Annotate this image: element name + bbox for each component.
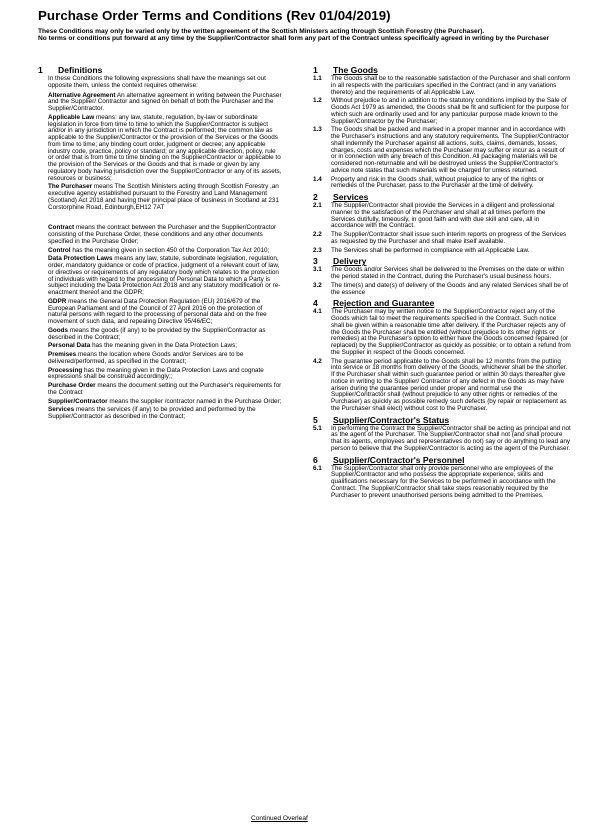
section-number: 2	[313, 192, 318, 202]
page-title: Purchase Order Terms and Conditions (Rev 01/04/2019)	[38, 8, 391, 23]
section-number: 4	[313, 298, 318, 309]
definition-text: means the location where Goods and/or Services are to be delivered/performed, as specified in the Contract;	[48, 351, 244, 365]
clause-text: The Services shall be performed in compliance with all Applicable Law.	[331, 246, 530, 254]
clause-number: 1.2	[313, 97, 322, 105]
definition-text: has the meaning given in the Data Protection Laws and cognate expressions shall be construed accordingly;;	[48, 366, 264, 381]
definition-item	[48, 184, 283, 211]
definition-text: means The Scottish Ministers acting through Scottish Forestry ,an executive agency established pursuant to the Forestry and Land Management (Scotland) Act 2018 and having their principal place of business in Scotland at 231 Corstorphine Road, Edinburgh,EH12 7AT	[48, 183, 279, 211]
section-title: The Goods	[333, 65, 378, 75]
section-heading	[313, 415, 575, 425]
clause-text: The guarantee period applicable to the Goods shall be 12 months from the putting into service or 18 months from delivery of the Goods, whichever shall be the shorter. If the Purchaser shall within such guarantee period or within 30 days thereafter give notice in writing to the Supplier/ Contractor of any defect in the Goods as may have arisen during the guarantee period under proper and normal use the Supplier/Contractor shall (without prejudice to any other rights or remedies of the Purchaser) as quickly as possible remedy such defects (by repair or replacement as the Purchaser shall elect) without cost to the Purchaser.	[331, 357, 568, 412]
intro-line: These Conditions may only be varied only by the written agreement of the Scottish Ministers acting through Scottish Forestry (the Purchaser).	[38, 28, 485, 35]
section-number: 1	[38, 65, 43, 75]
clause-number: 3.2	[313, 281, 322, 289]
clause-text: In performing the Contract the Supplier/Contractor shall be acting as principal and not as the agent of the Purchaser. The Supplier/Contractor shall not (and shall procure that its agents, employees and representatives do not) say or do anything to lead any person to believe that the Supplier/Contractor is acting as the agent of the Purchaser.	[331, 424, 571, 452]
definition-item	[48, 352, 283, 366]
right-column	[313, 65, 575, 501]
definition-term: Purchase Order	[48, 382, 96, 389]
definition-term: Goods	[48, 326, 69, 334]
section-number: 3	[313, 256, 318, 267]
section-number: 1	[313, 65, 318, 75]
clause	[313, 98, 575, 125]
definition-item	[48, 328, 283, 342]
intro-line: No terms or conditions put forward at any time by the Supplier/Contractor shall form any part of the Contract unless specifically agreed in writing by the Purchaser	[38, 35, 550, 43]
clause-text: The Supplier/Contractor shall only provide personnel who are employees of the Supplier/Contractor and who possess the appropriate experience, skills and qualifications necessary for the Services to be performed in accordance with the Contract. The Supplier/Contractor shall take steps reasonably required by the Purchaser to prevent unauthorised persons being admitted to the Premises.	[331, 464, 556, 499]
clause-number: 1.4	[313, 175, 322, 183]
definition-term: Data Protection Laws	[48, 255, 113, 263]
definition-item	[48, 368, 283, 382]
continued-overleaf: Continued Overleaf	[251, 815, 308, 822]
section-title: Supplier/Contractor's Personnel	[333, 454, 465, 465]
definition-term: Services	[48, 406, 75, 414]
clause-text: The Supplier/Contractor shall issue such interim reports on progress of the Services as requested by the Purchaser and shall make itself available.	[331, 231, 567, 245]
definition-term: Control	[48, 246, 71, 254]
clause-number: 2.2	[313, 231, 322, 238]
definition-text: means the General Data Protection Regulation (EU) 2016/679 of the European Parliament and of the Council of 27 April 2016 on the protection of natural persons with regard to the processing of personal data and on the free movement of such data, and repealing Directive 95/46/EC;	[48, 297, 267, 325]
definition-text: has the meaning given in the Data Protection Laws;	[92, 342, 238, 350]
definitions-list	[48, 76, 283, 421]
clause-text: The Goods shall be packed and marked in a proper manner and in accordance with the Purchaser's instructions and any statutory requirements. The Supplier/Contractor shall indemnify the Purchaser against all actions, suits, claims, demands, losses, charges, costs and expenses which the Purchaser may suffer or incur as a result of or in connection with any breach of this Condition. All packaging materials will be considered non-returnable and will be destroyed unless the Supplier/Contractor's advice note states that such materials will be charged for unless returned.	[331, 126, 569, 174]
clause-text: The Purchaser may by written notice to the Supplier/Contractor reject any of the Goods which fail to meet the requirements specified in the Contract. Such notice shall be given within a reasonable time after delivery. If the Purchaser rejects any of the Goods the Purchaser shall be entitled (without prejudice to its other rights or remedies) at the Purchaser's option to either have the Goods concerned repaired (or replaced) by the Supplier/Contractor as quickly as possible; or to obtain a refund from the Supplier in respect of the Goods concerned.	[331, 308, 571, 356]
clause-number: 1.3	[313, 126, 322, 134]
clause	[313, 248, 575, 255]
definition-item	[48, 299, 283, 326]
clause-number: 5.1	[313, 424, 322, 432]
definition-item	[48, 93, 283, 113]
section-heading	[313, 256, 575, 266]
definition-item	[48, 407, 283, 421]
clause	[313, 177, 575, 191]
definition-text: means any law, statute, subordinate legislation, regulation, order, mandatory guidance or code of practice, judgment of a relevant court of law, or directives or requirements of any regulatory body which relates to the protection of individuals with regard to the processing of Personal Data to which a Party is subject including the Data Protection Act 2018 and any statutory modification or re-enactment thereof and the GDPR;	[48, 255, 281, 296]
clause-number: 3.1	[313, 266, 322, 274]
clause-number: 2.3	[313, 246, 322, 254]
definition-item	[48, 256, 283, 297]
intro-notice	[38, 28, 558, 42]
section-title: Supplier/Contractor's Status	[333, 414, 450, 425]
definition-text: means the document setting out the Purchaser's requirements for the Contract	[48, 382, 282, 396]
clause-number: 4.1	[313, 308, 322, 316]
section-heading	[313, 192, 575, 202]
section-heading	[313, 455, 575, 465]
clause	[313, 267, 575, 281]
definition-term: Supplier/Contractor	[48, 397, 108, 405]
section-number: 5	[313, 414, 318, 425]
definition-term: Contract	[48, 224, 75, 232]
clause-text: The Supplier/Contractor shall provide the Services in a diligent and professional manner to the satisfaction of the Purchaser and shall at all times perform the Services dutifully, timeously, in good faith and with due skill and care, all in accordance with the Contract.	[331, 202, 555, 230]
definition-text: has the meaning given in section 450 of the Corporation Tax Act 2010;	[72, 246, 270, 254]
clause-text: Property and risk in the Goods shall, without prejudice to any of the rights or remedies of the Purchaser, pass to the Purchaser at the time of delivery.	[331, 175, 544, 190]
section-heading	[313, 298, 575, 308]
definitions-intro: In these Conditions the following expressions shall have the meanings set out opposite them, unless the context requires otherwise:	[48, 75, 266, 89]
definition-text: means: any law, statute, regulation, by-law or subordinate legislation in force from time to time to which the Supplier/Contractor is subject and/or in any jurisdiction in which the Contract is performed; the common law as applicable to the Supplier/Contractor or the provision of the Services or the Goods from time to time; any binding court order, judgment or decree; any applicable industry code, practice, policy or standard; or any applicable direction, policy, rule or order that is from time to time binding on the Supplier/Contractor or applicable to the provision of the Services or the Goods and that is made or given by any regulatory body having jurisdiction over the Supplier/Contractor or any of its assets, resources or business;	[48, 113, 282, 182]
section-title: Services	[333, 192, 369, 202]
definition-item	[48, 115, 283, 183]
clause	[313, 283, 575, 297]
definition-item	[48, 225, 283, 245]
clause-number: 4.2	[313, 357, 322, 365]
definition-text: means the contract between the Purchaser and the Supplier/Contractor consisting of the Purchase Order, these conditions and any other documents specified in the Purchase Order;	[48, 224, 277, 245]
definition-text: An alternative agreement in writing between the Purchaser and the Supplier/ Contractor and signed on behalf of both the Purchaser and the Supplier/Contractor.	[48, 91, 282, 112]
clause-text: The Goods and/or Services shall be delivered to the Premises on the date or within the period stated in the Contract, during the Purchaser's usual business hours.	[331, 266, 565, 280]
section-title: Definitions	[58, 65, 103, 75]
definition-term: The Purchaser	[48, 183, 93, 191]
clause-text: The time(s) and date(s) of delivery of the Goods and any related Services shall be of the essence	[331, 281, 568, 296]
definition-item	[48, 248, 283, 255]
definition-item	[48, 343, 283, 350]
clause	[313, 359, 575, 413]
clause-text: The Goods shall be to the reasonable satisfaction of the Purchaser and shall conform in all respects with the particulars specified in the Contract (and in any variations thereto) and the requirements of all Applicable Law.	[331, 75, 571, 96]
definition-term: Applicable Law	[48, 113, 95, 121]
definition-text: means the goods (if any) to be provided by the Supplier/Contractor as described in the Contract;	[48, 326, 266, 341]
definition-term: Alternative Agreement	[48, 91, 116, 99]
definition-term: GDPR	[48, 297, 67, 305]
clause	[313, 203, 575, 230]
definition-item	[48, 399, 283, 406]
definition-text: means the supplier /contractor named in the Purchase Order;	[109, 397, 282, 405]
clause-number: 1.1	[313, 75, 322, 82]
clause	[313, 127, 575, 174]
clause-number: 2.1	[313, 202, 322, 209]
clause	[313, 76, 575, 96]
definition-term: Processing	[48, 366, 83, 374]
clause-text: Without prejudice to and in addition to the statutory conditions implied by the Sale of Goods Act 1979 as amended, the Goods shall be fit and sufficient for the purpose for which such are ordinarily used and for any particular purpose made known to the Supplier/Contractor by the Purchaser;	[331, 97, 569, 125]
left-column	[38, 65, 300, 423]
definition-text: means the services (if any) to be provided and performed by the Supplier/Contractor as described in the Contract;	[48, 406, 256, 420]
clause	[313, 232, 575, 246]
clause	[313, 466, 575, 500]
clause-number: 6.1	[313, 464, 322, 472]
section-heading	[313, 65, 575, 75]
section-title: Delivery	[333, 256, 367, 267]
section-number: 6	[313, 454, 318, 465]
clause	[313, 426, 575, 453]
section-title: Rejection and Guarantee	[333, 298, 435, 309]
clause	[313, 309, 575, 356]
definition-item	[48, 383, 283, 397]
section-heading	[38, 65, 300, 75]
definition-term: Premises	[48, 351, 77, 358]
definition-term: Personal Data	[48, 342, 91, 350]
